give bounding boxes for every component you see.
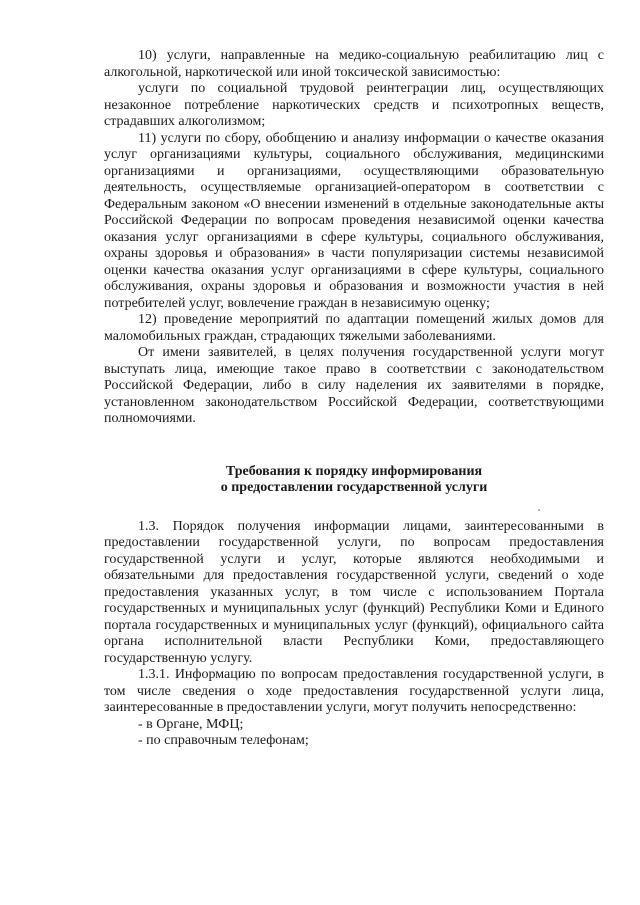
paragraph-item-10: 10) услуги, направленные на медико-социальную реабилитацию лиц с алкогольной, наркотической или иной токсической зависимостью: [104, 48, 604, 80]
list-item-organ-mfc: - в Органе, МФЦ; [138, 716, 244, 732]
section-heading-line-1: Требования к порядку информирования [225, 463, 483, 479]
paragraph-item-11: 11) услуги по сбору, обобщению и анализу информации о качестве оказания услуг организациями культуры, социального обслуживания, медицинскими организациями и организациями, осуществляющими образовательную деятельность, осуществляемые организацией-оператором в соответствии с Федеральным законом «О внесении изменений в отдельные законодательные акты Российской Федерации по вопросам проведения независимой оценки качества оказания услуг организациями в сфере культуры, социального обслуживания, охраны здоровья и образования» в части популяризации системы независимой оценки качества оказания услуг организациями в сфере культуры, социального обслуживания, охраны здоровья и образования и возможности участия в ней потребителей услуг, вовлечение граждан в независимую оценку; [104, 130, 604, 311]
paragraph-social-reintegration: услуги по социальной трудовой реинтеграции лиц, осуществляющих незаконное потребление наркотических средств и психотропных веществ, страдавших алкоголизмом; [104, 81, 604, 129]
section-heading-line-2: о предоставлении государственной услуги [220, 480, 488, 495]
document-body [104, 48, 604, 750]
paragraph-1-3: 1.3. Порядок получения информации лицами, заинтересованными в предоставлении государственной услуги, по вопросам предоставления государственной услуги и услуг, которые являются необходимыми и обязательными для предоставления государственной услуги, сведений о ходе предоставления указанных услуг, в том числе с использованием Портала государственных и муниципальных услуг (функций) Республики Коми и Единого портала государственных и муниципальных услуг (функций), официального сайта органа исполнительной власти Республики Коми, предоставляющего государственную услугу. [104, 518, 604, 666]
section-heading [104, 464, 604, 497]
scan-speck [538, 509, 540, 511]
paragraph-applicants: От имени заявителей, в целях получения государственной услуги могут выступать лица, имеющие такое право в соответствии с законодательством Российской Федерации, либо в силу наделения их заявителями в порядке, установленном законодательством Российской Федерации, соответствующими полномочиями. [104, 345, 604, 426]
paragraph-item-12: 12) проведение мероприятий по адаптации помещений жилых домов для маломобильных граждан, страдающих тяжелыми заболеваниями. [104, 312, 604, 344]
list-item-reference-phones: - по справочным телефонам; [138, 733, 309, 748]
paragraph-1-3-1: 1.3.1. Информацию по вопросам предоставления государственной услуги, в том числе сведения о ходе предоставления государственной услуги лица, заинтересованные в предоставлении услуги, могут получить непосредственно: [104, 667, 604, 715]
